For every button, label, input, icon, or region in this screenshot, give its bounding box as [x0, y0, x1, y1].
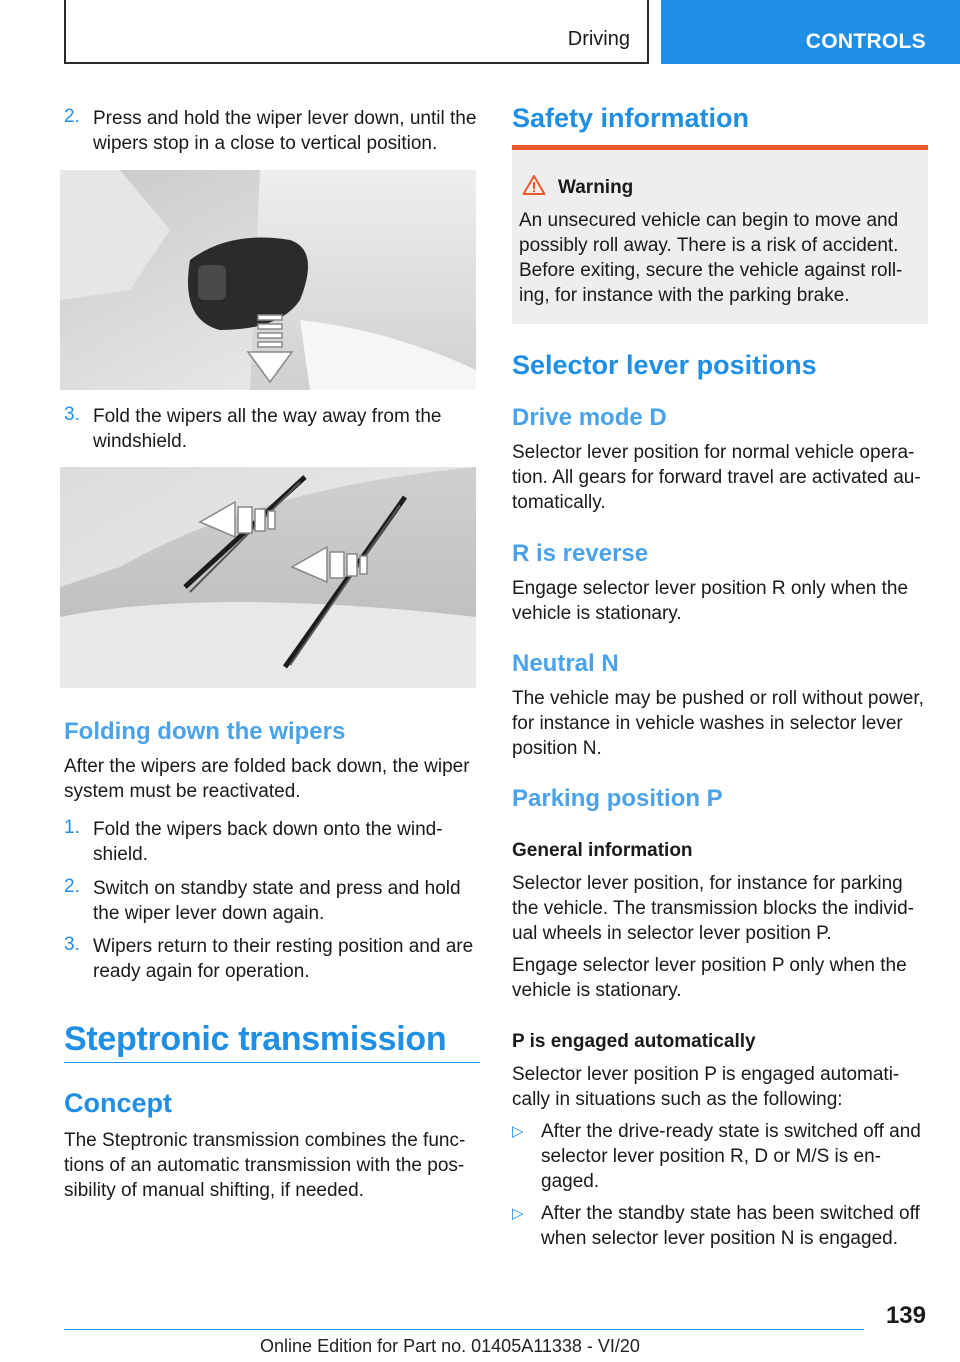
step-text: Fold the wipers back down onto the wind‐ shield.	[93, 819, 443, 865]
page-number: 139	[885, 1302, 926, 1329]
minor-heading: P is engaged automatically	[512, 1031, 756, 1052]
step-number: 3.	[64, 934, 80, 955]
subsection-heading: R is reverse	[512, 540, 649, 567]
step-text: Press and hold the wiper lever down, until the wipers stop in a close to vertical position.	[93, 108, 477, 154]
warning-title: Warning	[558, 177, 634, 198]
minor-heading: General information	[512, 840, 693, 861]
wipers-folded-photo	[60, 467, 476, 688]
paragraph: Selector lever position, for instance for parking the vehicle. The transmission blocks the individ‐ ual wheels in selector lever position P.	[512, 873, 915, 944]
bullet-triangle-icon: ▷	[512, 1123, 524, 1140]
step-text: Fold the wipers all the way away from the windshield.	[93, 406, 442, 452]
bullet-text: After the standby state has been switched off when selector lever position N is engaged.	[541, 1203, 920, 1249]
warning-box	[512, 145, 928, 324]
header-left-frame	[64, 0, 649, 64]
paragraph: The Steptronic transmission combines the func‐ tions of an automatic transmission with the pos‐ sibility of manual shifting, if needed.	[64, 1130, 466, 1201]
footer-edition: Online Edition for Part no. 01405A11338 - VI/20	[260, 1336, 640, 1356]
paragraph: Selector lever position for normal vehicle opera‐ tion. All gears for forward travel are activated au‐ tomatically.	[512, 442, 921, 513]
paragraph: Selector lever position P is engaged automati‐ cally in situations such as the following:	[512, 1064, 900, 1110]
step-number: 1.	[64, 817, 80, 838]
section-heading: Folding down the wipers	[64, 718, 346, 745]
footer-rule	[64, 1329, 864, 1330]
wiper-lever-photo	[60, 170, 476, 390]
chapter-heading: Steptronic transmission	[64, 1020, 447, 1058]
section-heading: Selector lever positions	[512, 350, 817, 380]
paragraph: After the wipers are folded back down, the wiper system must be reactivated.	[64, 756, 470, 802]
step-text: Wipers return to their resting position and are ready again for operation.	[93, 936, 474, 982]
subsection-heading: Drive mode D	[512, 404, 667, 431]
header-chapter-tab: CONTROLS	[661, 0, 960, 64]
paragraph: Engage selector lever position R only when the vehicle is stationary.	[512, 578, 909, 624]
step-number: 2.	[64, 106, 80, 127]
bullet-text: After the drive-ready state is switched off and selector lever position R, D or M/S is en‐ gaged.	[541, 1121, 921, 1192]
step-number: 3.	[64, 404, 80, 425]
section-heading: Concept	[64, 1088, 172, 1118]
step-text: Switch on standby state and press and hold the wiper lever down again.	[93, 878, 461, 924]
warning-text: An unsecured vehicle can begin to move and possibly roll away. There is a risk of accident. Before exiting, secure the vehicle against roll‐ ing, for instance with the parking brake.	[519, 210, 903, 306]
subsection-heading: Parking position P	[512, 785, 723, 812]
bullet-triangle-icon: ▷	[512, 1205, 524, 1222]
section-heading: Safety information	[512, 103, 750, 133]
subsection-heading: Neutral N	[512, 650, 619, 677]
step-number: 2.	[64, 876, 80, 897]
warning-triangle-icon	[522, 174, 546, 196]
heading-rule	[64, 1062, 480, 1063]
paragraph: Engage selector lever position P only when the vehicle is stationary.	[512, 955, 907, 1001]
header-section-label: Driving	[567, 28, 630, 50]
paragraph: The vehicle may be pushed or roll without power, for instance in vehicle washes in selector lever position N.	[512, 688, 924, 759]
